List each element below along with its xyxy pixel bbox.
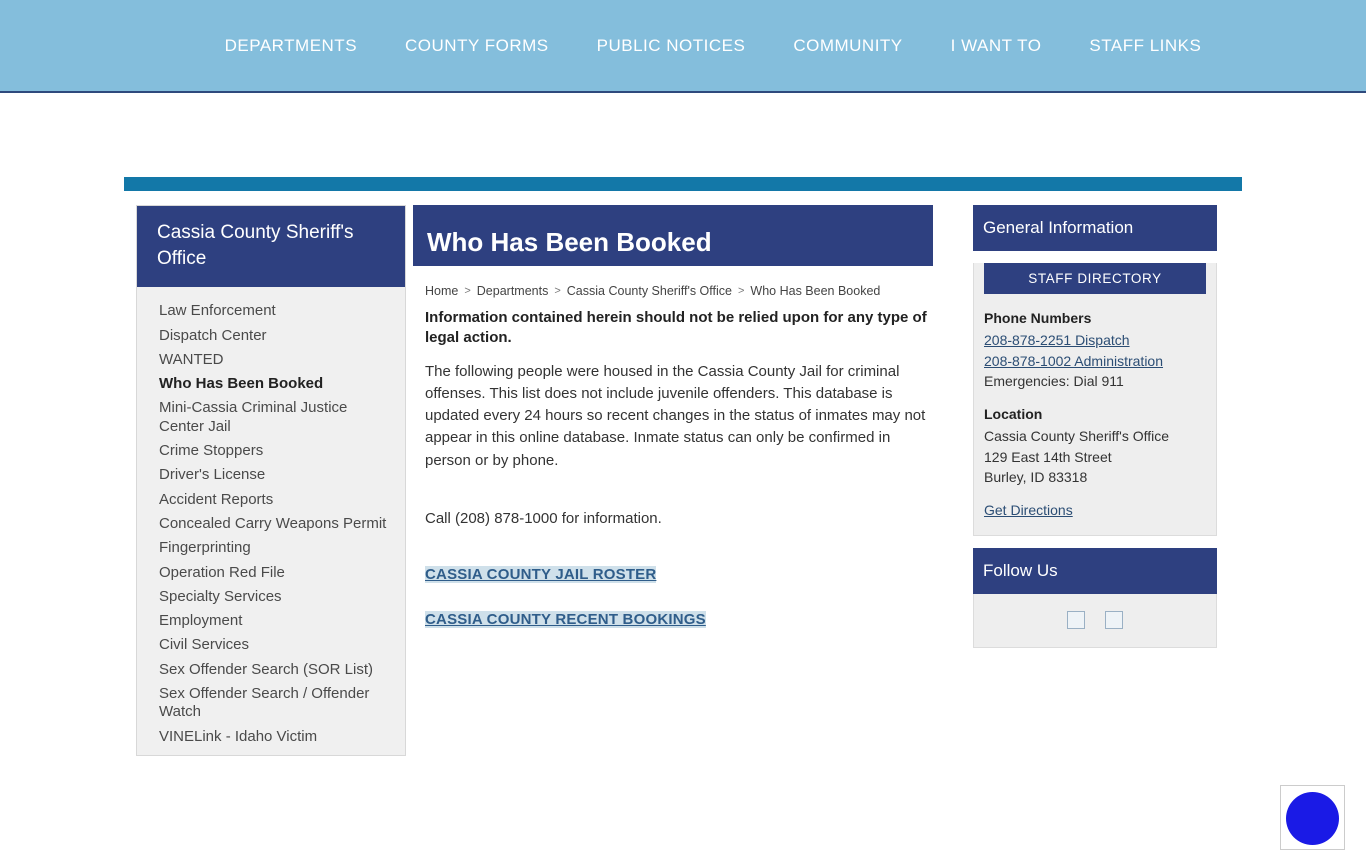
call-for-information: Call (208) 878-1000 for information. — [425, 509, 662, 527]
breadcrumb — [413, 266, 933, 298]
sidebar-menu — [137, 287, 405, 755]
sidebar-item-employment[interactable]: Employment — [159, 612, 243, 630]
emergencies-text: Emergencies: Dial 911 — [984, 372, 1124, 389]
page-title: Who Has Been Booked — [413, 205, 933, 266]
general-information-body — [974, 308, 1216, 535]
nav-item-departments[interactable]: DEPARTMENTS — [224, 35, 358, 55]
sidebar-item-wanted[interactable]: WANTED — [159, 350, 224, 368]
twitter-icon[interactable] — [1105, 611, 1123, 629]
department-sidebar — [136, 205, 406, 756]
sidebar-title: Cassia County Sheriff's Office — [137, 206, 405, 287]
sidebar-item-fingerprinting[interactable]: Fingerprinting — [159, 539, 251, 557]
top-navigation-items — [225, 36, 1202, 56]
breadcrumb-separator: > — [464, 285, 471, 297]
nav-item-public-notices[interactable]: PUBLIC NOTICES — [596, 35, 746, 55]
breadcrumb-item-departments[interactable]: Departments — [476, 284, 549, 298]
phone-dispatch-link[interactable]: 208-878-2251 Dispatch — [984, 332, 1130, 349]
facebook-icon[interactable] — [1067, 611, 1085, 629]
sidebar-item-drivers-license[interactable]: Driver's License — [159, 466, 266, 484]
sidebar-item-mini-cassia-jail[interactable]: Mini-Cassia Criminal Justice Center Jail — [159, 399, 348, 435]
nav-item-i-want-to[interactable]: I WANT TO — [950, 35, 1042, 55]
sidebar-item-sex-offender-search-offender-watch[interactable]: Sex Offender Search / Offender Watch — [159, 685, 370, 721]
sidebar-item-crime-stoppers[interactable]: Crime Stoppers — [159, 442, 264, 460]
phone-numbers-heading: Phone Numbers — [984, 310, 1092, 326]
sidebar-item-concealed-carry-permit[interactable]: Concealed Carry Weapons Permit — [159, 514, 387, 532]
general-information-panel — [973, 263, 1217, 536]
follow-us-panel — [973, 594, 1217, 648]
main-column — [413, 205, 933, 629]
sidebar-item-law-enforcement[interactable]: Law Enforcement — [159, 302, 276, 320]
sidebar-item-sex-offender-search-sor[interactable]: Sex Offender Search (SOR List) — [159, 660, 373, 678]
sidebar-item-operation-red-file[interactable]: Operation Red File — [159, 563, 285, 581]
sidebar-item-civil-services[interactable]: Civil Services — [159, 636, 250, 654]
breadcrumb-separator: > — [554, 285, 561, 297]
sidebar-item-specialty-services[interactable]: Specialty Services — [159, 587, 282, 605]
location-city-state-zip: Burley, ID 83318 — [984, 469, 1088, 486]
breadcrumb-separator: > — [737, 285, 745, 297]
sidebar-item-who-has-been-booked[interactable]: Who Has Been Booked — [159, 375, 324, 393]
jail-roster-link[interactable]: CASSIA COUNTY JAIL ROSTER — [425, 565, 657, 583]
sidebar-item-vinelink[interactable]: VINELink - Idaho Victim — [159, 727, 318, 745]
site-top-navigation — [0, 0, 1366, 93]
nav-item-community[interactable]: COMMUNITY — [793, 35, 903, 55]
phone-administration-link[interactable]: 208-878-1002 Administration — [984, 352, 1164, 369]
nav-item-staff-links[interactable]: STAFF LINKS — [1089, 35, 1202, 55]
location-street: 129 East 14th Street — [984, 448, 1112, 465]
spacer — [984, 391, 1206, 404]
right-column — [973, 205, 1217, 648]
accent-bar — [124, 177, 1242, 191]
sidebar-item-accident-reports[interactable]: Accident Reports — [159, 490, 274, 508]
location-name: Cassia County Sheriff's Office — [984, 428, 1170, 445]
sidebar-item-dispatch-center[interactable]: Dispatch Center — [159, 326, 267, 344]
staff-directory-button[interactable]: STAFF DIRECTORY — [984, 263, 1206, 294]
description-paragraph: The following people were housed in the Cassia County Jail for criminal offenses. This list does not include juvenile offenders. This database is updated every 24 hours so recent changes in the status of inmates may not appear in this online database. Inmate status can only be confirmed in person or by phone. — [425, 362, 926, 469]
breadcrumb-item-current: Who Has Been Booked — [750, 284, 881, 298]
floating-badge[interactable] — [1280, 785, 1345, 850]
breadcrumb-item-sheriffs-office[interactable]: Cassia County Sheriff's Office — [566, 284, 732, 298]
badge-circle-icon — [1286, 792, 1339, 845]
spacer — [984, 487, 1206, 500]
follow-us-header: Follow Us — [973, 548, 1217, 594]
location-heading: Location — [984, 406, 1043, 423]
breadcrumb-item-home[interactable]: Home — [425, 284, 459, 298]
get-directions-link[interactable]: Get Directions — [984, 502, 1073, 519]
legal-disclaimer: Information contained herein should not be relied upon for any type of legal action. — [425, 309, 927, 347]
general-information-header: General Information — [973, 205, 1217, 251]
nav-item-county-forms[interactable]: COUNTY FORMS — [405, 35, 549, 55]
recent-bookings-link[interactable]: CASSIA COUNTY RECENT BOOKINGS — [425, 610, 706, 628]
